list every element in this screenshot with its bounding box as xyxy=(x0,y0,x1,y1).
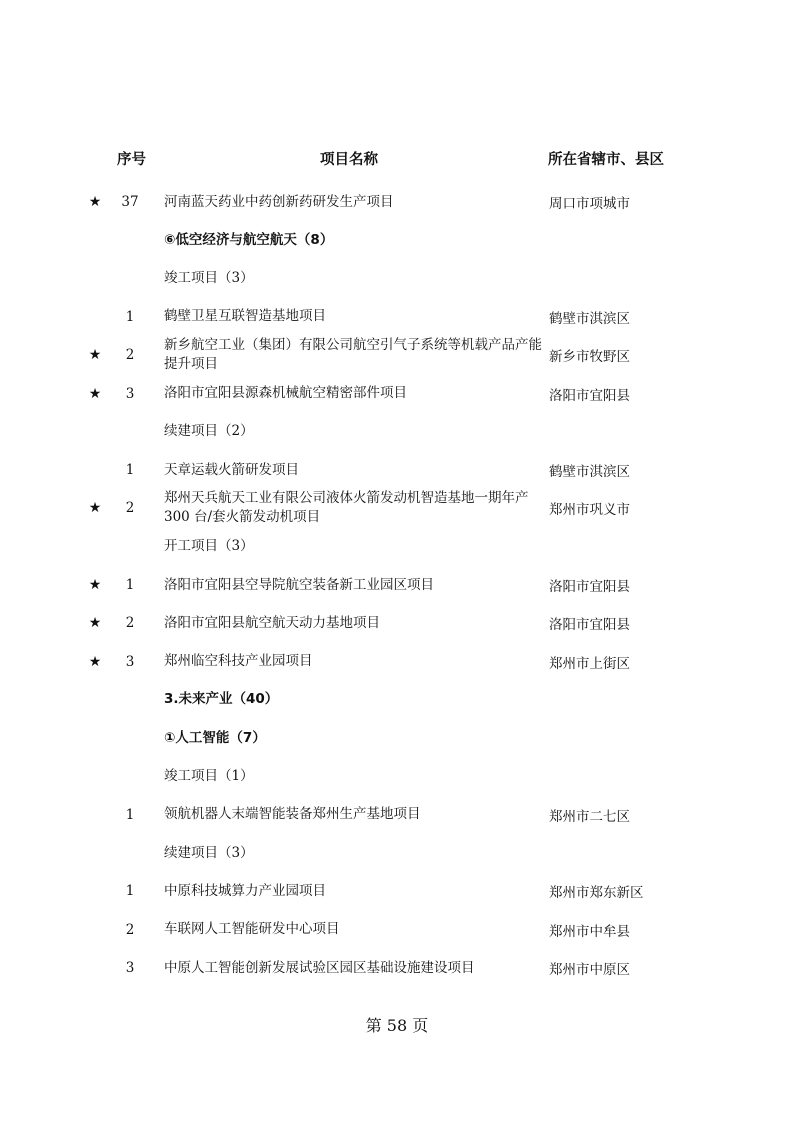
star-marker: ★ xyxy=(88,347,102,364)
project-name: 天章运载火箭研发项目 xyxy=(164,461,299,478)
row-number: 1 xyxy=(125,308,135,325)
table-row xyxy=(80,643,740,681)
project-name: 中原科技城算力产业园项目 xyxy=(164,882,326,899)
project-location: 郑州市郑东新区 xyxy=(549,885,644,902)
project-location: 洛阳市宜阳县 xyxy=(549,387,630,404)
row-number: 1 xyxy=(125,883,135,900)
row-number: 2 xyxy=(125,347,135,364)
project-location: 郑州市上街区 xyxy=(549,655,630,672)
project-name: 中原人工智能创新发展试验区园区基础设施建设项目 xyxy=(164,959,475,976)
project-location xyxy=(549,413,679,451)
star-marker xyxy=(86,413,104,451)
row-number xyxy=(116,413,144,451)
project-location: 新乡市牧野区 xyxy=(549,349,630,366)
project-location: 洛阳市宜阳县 xyxy=(549,617,630,634)
project-name: 车联网人工智能研发中心项目 xyxy=(164,921,340,938)
project-name: 洛阳市宜阳县源森机械航空精密部件项目 xyxy=(164,385,407,401)
table-row xyxy=(80,375,740,413)
table-row xyxy=(80,758,740,796)
row-number: 3 xyxy=(125,653,135,670)
project-location: 郑州市二七区 xyxy=(549,808,630,825)
project-location xyxy=(549,719,679,757)
table-row xyxy=(80,413,740,451)
row-number: 2 xyxy=(125,500,135,517)
project-location xyxy=(549,834,679,872)
project-name: ①人工智能（7） xyxy=(164,729,266,746)
project-name: 续建项目（2） xyxy=(164,423,254,440)
project-name: 竣工项目（3） xyxy=(164,270,254,287)
row-number xyxy=(116,834,144,872)
project-name: 新乡航空工业（集团）有限公司航空引气子系统等机载产品产能提升项目 xyxy=(164,337,542,373)
project-name: 续建项目（3） xyxy=(164,844,254,861)
table-row xyxy=(80,489,740,527)
star-marker: ★ xyxy=(88,385,102,402)
row-number: 3 xyxy=(125,960,135,976)
table-row xyxy=(80,221,740,259)
row-number xyxy=(116,221,144,259)
project-name: ⑥低空经济与航空航天（8） xyxy=(164,231,334,248)
row-number: 1 xyxy=(125,806,135,823)
page-number: 第 58 页 xyxy=(365,1016,429,1035)
star-marker xyxy=(86,260,104,298)
table-row xyxy=(80,911,740,949)
star-marker: ★ xyxy=(88,653,102,670)
project-location: 郑州市巩义市 xyxy=(549,502,630,519)
project-name: 郑州天兵航天工业有限公司液体火箭发动机智造基地一期年产 300 台/套火箭发动机项目 xyxy=(164,490,529,526)
project-name: 开工项目（3） xyxy=(164,538,254,555)
header-col-name: 项目名称 xyxy=(320,152,378,168)
project-name: 竣工项目（1） xyxy=(164,768,254,784)
row-number xyxy=(116,681,144,719)
table-row xyxy=(80,872,740,910)
star-marker xyxy=(86,681,104,719)
project-location xyxy=(549,260,679,298)
table-row xyxy=(80,298,740,336)
project-name: 河南蓝天药业中药创新药研发生产项目 xyxy=(164,193,394,210)
row-number: 37 xyxy=(121,194,139,210)
project-name: 3.未来产业（40） xyxy=(164,691,279,708)
row-number xyxy=(116,719,144,757)
table-row xyxy=(80,260,740,298)
project-name: 洛阳市宜阳县空导院航空装备新工业园区项目 xyxy=(164,576,434,593)
project-location xyxy=(549,681,679,719)
row-number: 2 xyxy=(125,615,135,632)
header-col-location: 所在省辖市、县区 xyxy=(548,152,664,168)
table-row xyxy=(80,719,740,757)
project-location: 洛阳市宜阳县 xyxy=(549,579,630,595)
project-location: 鹤壁市淇滨区 xyxy=(549,464,630,481)
table-row xyxy=(80,834,740,872)
star-marker xyxy=(86,911,104,949)
project-location xyxy=(549,221,679,259)
star-marker xyxy=(86,796,104,834)
star-marker xyxy=(86,221,104,259)
table-row xyxy=(80,796,740,834)
star-marker xyxy=(86,758,104,796)
table-row xyxy=(80,949,740,987)
table-row xyxy=(80,528,740,566)
project-location xyxy=(549,528,679,566)
row-number xyxy=(116,528,144,566)
project-location: 周口市项城市 xyxy=(549,196,630,212)
row-number: 1 xyxy=(125,577,135,593)
star-marker xyxy=(86,719,104,757)
project-name: 鹤壁卫星互联智造基地项目 xyxy=(164,308,326,325)
table-row xyxy=(80,681,740,719)
star-marker xyxy=(86,834,104,872)
header-col-number: 序号 xyxy=(117,152,146,168)
star-marker xyxy=(86,451,104,489)
project-name: 洛阳市宜阳县航空航天动力基地项目 xyxy=(164,614,380,631)
table-row xyxy=(80,451,740,489)
star-marker xyxy=(86,872,104,910)
star-marker xyxy=(86,528,104,566)
project-location: 鹤壁市淇滨区 xyxy=(549,310,630,327)
project-name: 郑州临空科技产业园项目 xyxy=(164,653,313,670)
project-location xyxy=(549,758,679,796)
star-marker: ★ xyxy=(88,194,102,210)
star-marker xyxy=(86,949,104,987)
project-location: 郑州市中原区 xyxy=(549,962,630,978)
star-marker: ★ xyxy=(88,577,102,593)
row-number: 2 xyxy=(125,921,135,938)
table-row xyxy=(80,183,740,221)
project-location: 郑州市中牟县 xyxy=(549,923,630,940)
table-row xyxy=(80,566,740,604)
star-marker xyxy=(86,298,104,336)
row-number xyxy=(116,260,144,298)
table-row xyxy=(80,336,740,374)
row-number: 3 xyxy=(125,385,135,402)
project-name: 领航机器人末端智能装备郑州生产基地项目 xyxy=(164,806,421,823)
table-row xyxy=(80,604,740,642)
row-number xyxy=(116,758,144,796)
star-marker: ★ xyxy=(88,500,102,517)
row-number: 1 xyxy=(125,462,135,479)
star-marker: ★ xyxy=(88,615,102,632)
